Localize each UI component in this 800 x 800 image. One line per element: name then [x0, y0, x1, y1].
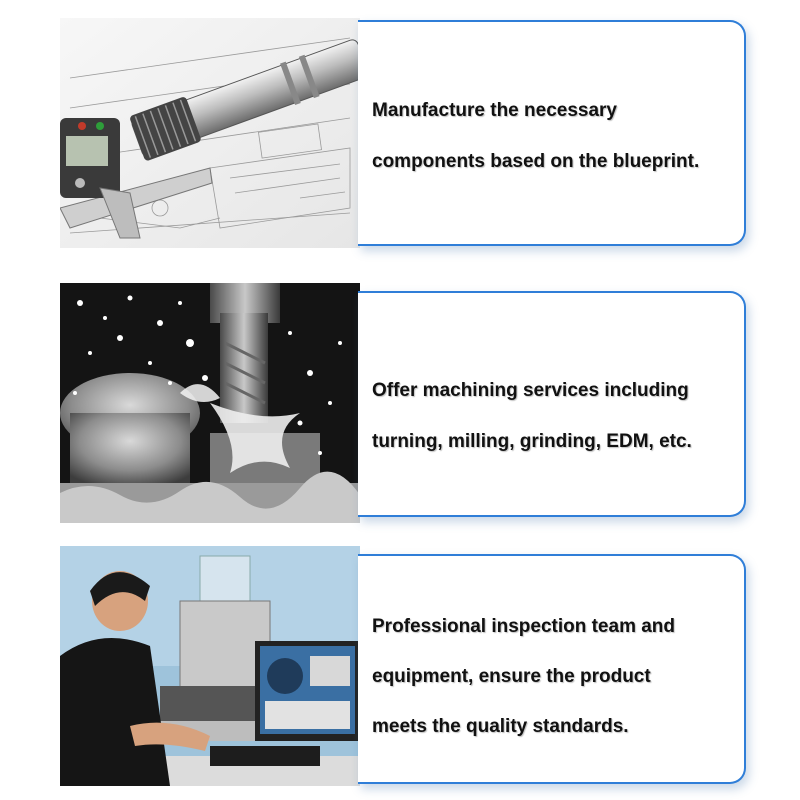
- card-text: [372, 365, 736, 467]
- card-line: meets the quality standards.: [372, 716, 629, 737]
- section-blueprint: [0, 18, 800, 248]
- card-line: Manufacture the necessary: [372, 100, 617, 121]
- card-line: equipment, ensure the product: [372, 666, 651, 687]
- card-line: components based on the blueprint.: [372, 151, 700, 172]
- milling-machine-coolant-photo: [60, 283, 360, 523]
- info-card: [358, 291, 746, 517]
- card-line: Offer machining services including: [372, 380, 689, 401]
- card-text: [372, 85, 736, 187]
- section-machining: [0, 283, 800, 523]
- section-inspection: [0, 546, 800, 786]
- card-line: turning, milling, grinding, EDM, etc.: [372, 431, 692, 452]
- card-line: Professional inspection team and: [372, 616, 676, 637]
- info-card: [358, 554, 746, 784]
- info-card: [358, 20, 746, 246]
- inspection-engineer-photo: [60, 546, 360, 786]
- card-text: [372, 602, 736, 752]
- caliper-on-blueprint-photo: [60, 18, 360, 248]
